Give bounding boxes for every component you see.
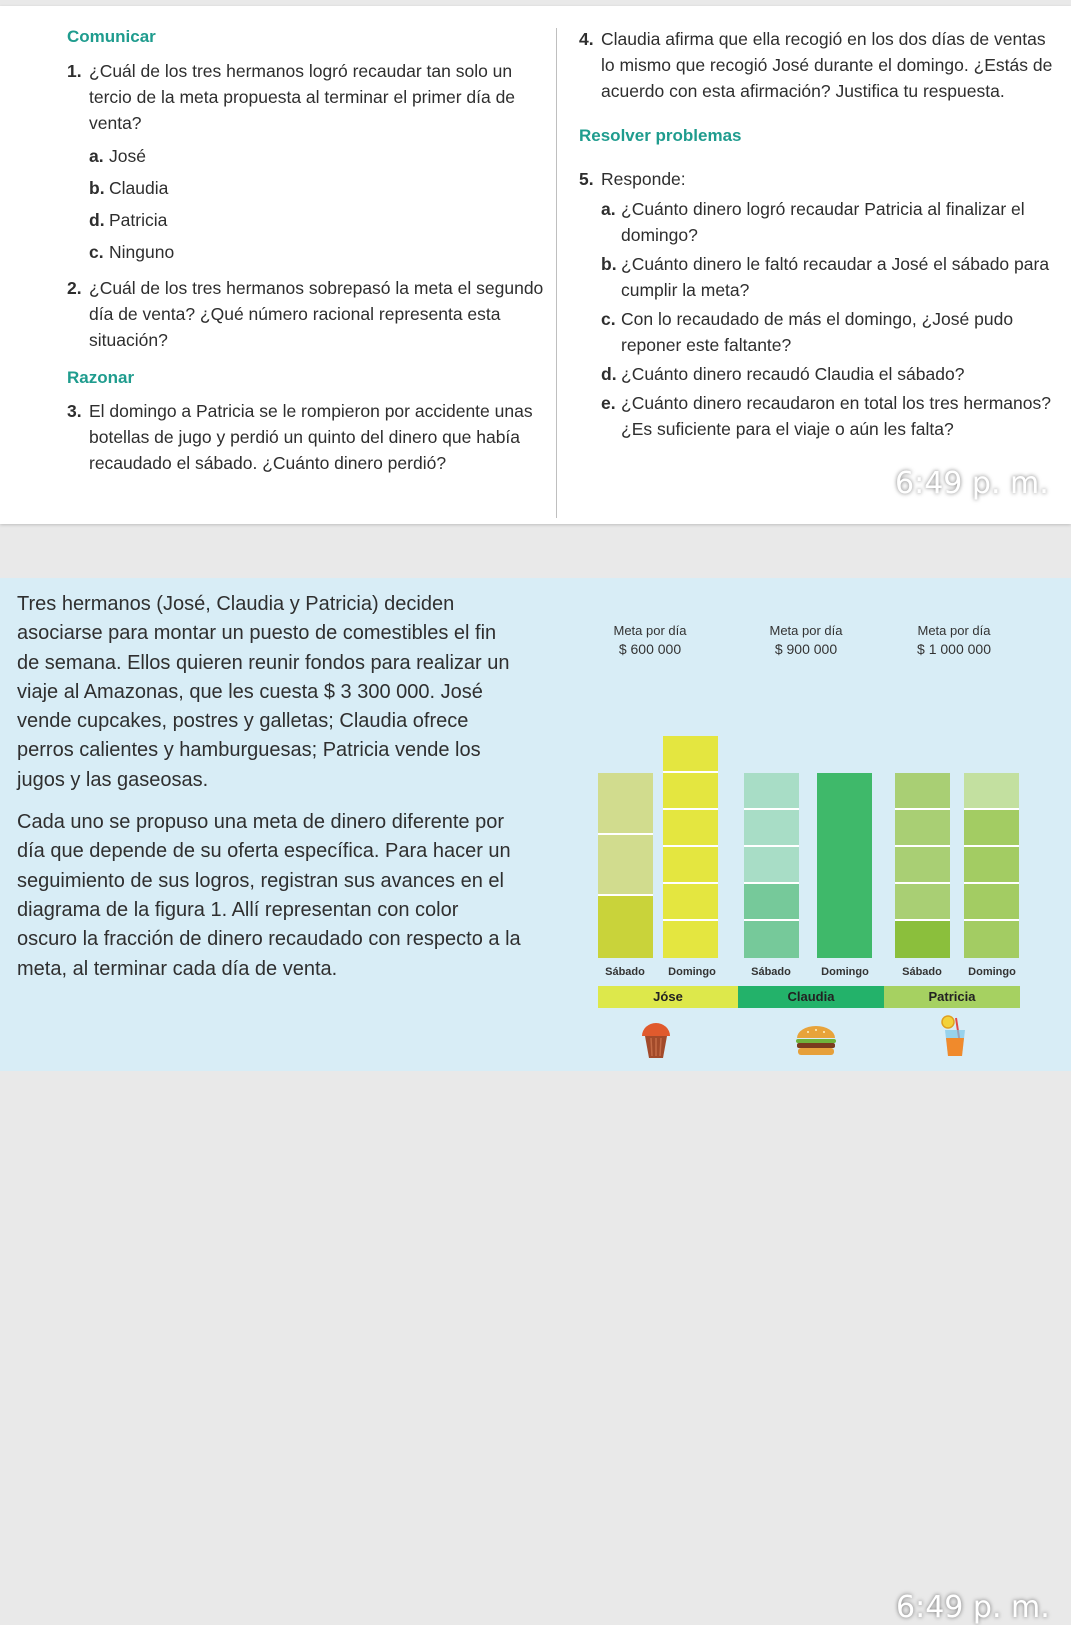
person-band-patricia: Patricia — [884, 986, 1020, 1008]
bar-segment — [598, 896, 653, 958]
timestamp-overlay-bottom: 6:49 p. m. — [896, 1590, 1050, 1625]
option-5a: a. ¿Cuánto dinero logró recaudar Patricia al finalizar el domingo? — [601, 199, 1025, 245]
bar-segment — [895, 773, 950, 810]
question-4: 4. Claudia afirma que ella recogió en los dos días de ventas lo mismo que recogió José durante el domingo. ¿Estás de acuerdo con esta afirmación? Justifica tu respuesta. — [579, 29, 1053, 101]
option-1d[interactable]: d. Patricia — [89, 210, 168, 230]
progress-chart — [590, 622, 1030, 1022]
day-label-jose-sabado: Sábado — [605, 966, 645, 978]
goal-label-patricia: Meta por día $ 1 000 000 — [917, 623, 991, 657]
bar-segment — [895, 810, 950, 847]
day-label-patricia-sabado: Sábado — [902, 966, 942, 978]
bar-segment — [817, 773, 872, 958]
option-5c: c. Con lo recaudado de más el domingo, ¿José pudo reponer este faltante? — [601, 309, 1014, 355]
bar-segment — [744, 847, 799, 884]
bar-segment — [663, 921, 718, 958]
question-2: 2. ¿Cuál de los tres hermanos sobrepasó la meta el segundo día de venta? ¿Qué número racional representa esta situación? — [67, 278, 544, 350]
day-label-claudia-domingo: Domingo — [821, 966, 869, 978]
bar-patricia-domingo — [964, 773, 1019, 958]
story-paragraph-1: Tres hermanos (José, Claudia y Patricia) deciden asociarse para montar un puesto de comestibles el fin de semana. Ellos quieren reunir fondos para realizar un viaje al Amazonas, que les cuesta $ 3 300 000. José vende cupcakes, postres y galletas; Claudia ofrece perros calientes y hamburguesas; Patricia vende los jugos y las gaseosas. — [17, 593, 510, 791]
bar-segment — [663, 847, 718, 884]
story-paragraph-2: Cada uno se propuso una meta de dinero diferente por día que depende de su oferta específica. Para hacer un seguimiento de sus logros, registran sus avances en el diagrama de la figura 1. Allí representan con color oscuro la fracción de dinero recaudado con respecto a la meta, al terminar cada día de venta. — [17, 811, 521, 980]
bar-segment — [964, 847, 1019, 884]
bar-segment — [744, 884, 799, 921]
bar-segment — [663, 773, 718, 810]
bar-patricia-sabado — [895, 773, 950, 958]
bar-segment — [895, 921, 950, 958]
problem-statement — [17, 590, 522, 984]
left-column — [67, 26, 547, 476]
option-1c[interactable]: c. Ninguno — [89, 242, 175, 262]
day-label-claudia-sabado: Sábado — [751, 966, 791, 978]
cupcake-icon — [636, 1018, 676, 1060]
bar-segment — [895, 884, 950, 921]
hamburger-icon — [794, 1024, 838, 1058]
bar-segment — [663, 884, 718, 921]
bar-segment — [744, 921, 799, 958]
question-1: 1. ¿Cuál de los tres hermanos logró recaudar tan solo un tercio de la meta propuesta al terminar el primer día de venta? — [67, 61, 516, 133]
bar-claudia-domingo — [817, 773, 872, 958]
bar-segment — [663, 736, 718, 773]
question-5: 5. Responde: — [579, 169, 686, 189]
day-label-jose-domingo: Domingo — [668, 966, 716, 978]
figure-panel — [0, 578, 1071, 1625]
question-3: 3. El domingo a Patricia se le rompieron por accidente unas botellas de jugo y perdió un quinto del dinero que había recaudado el sábado. ¿Cuánto dinero perdió? — [67, 401, 533, 473]
bar-segment — [964, 884, 1019, 921]
bar-jose-domingo — [663, 736, 718, 958]
goal-label-jose: Meta por día $ 600 000 — [613, 623, 687, 657]
section-title-razonar: Razonar — [67, 368, 135, 387]
option-5b: b. ¿Cuánto dinero le faltó recaudar a José el sábado para cumplir la meta? — [601, 254, 1050, 300]
option-1a[interactable]: a. José — [89, 146, 146, 166]
section-title-comunicar: Comunicar — [67, 27, 156, 46]
bar-segment — [964, 773, 1019, 810]
option-1b[interactable]: b. Claudia — [89, 178, 169, 198]
bar-jose-sabado — [598, 773, 653, 958]
bar-claudia-sabado — [744, 773, 799, 958]
bar-segment — [598, 773, 653, 835]
person-band-jose: Jóse — [598, 986, 738, 1008]
person-band-claudia: Claudia — [738, 986, 884, 1008]
bar-segment — [663, 810, 718, 847]
day-label-patricia-domingo: Domingo — [968, 966, 1016, 978]
bar-segment — [598, 835, 653, 897]
column-divider — [556, 28, 557, 518]
option-5e: e. ¿Cuánto dinero recaudaron en total los tres hermanos? ¿Es suficiente para el viaje o aún les falta? — [601, 393, 1051, 439]
right-column — [579, 26, 1059, 442]
bar-segment — [744, 773, 799, 810]
section-title-resolver: Resolver problemas — [579, 126, 742, 145]
bar-segment — [744, 810, 799, 847]
exercise-panel — [0, 6, 1071, 524]
bar-segment — [964, 810, 1019, 847]
goal-label-claudia: Meta por día $ 900 000 — [769, 623, 843, 657]
option-5d: d. ¿Cuánto dinero recaudó Claudia el sábado? — [601, 364, 965, 384]
juice-icon — [938, 1014, 972, 1058]
timestamp-overlay-top: 6:49 p. m. — [895, 466, 1049, 501]
bar-segment — [964, 921, 1019, 958]
bar-segment — [895, 847, 950, 884]
